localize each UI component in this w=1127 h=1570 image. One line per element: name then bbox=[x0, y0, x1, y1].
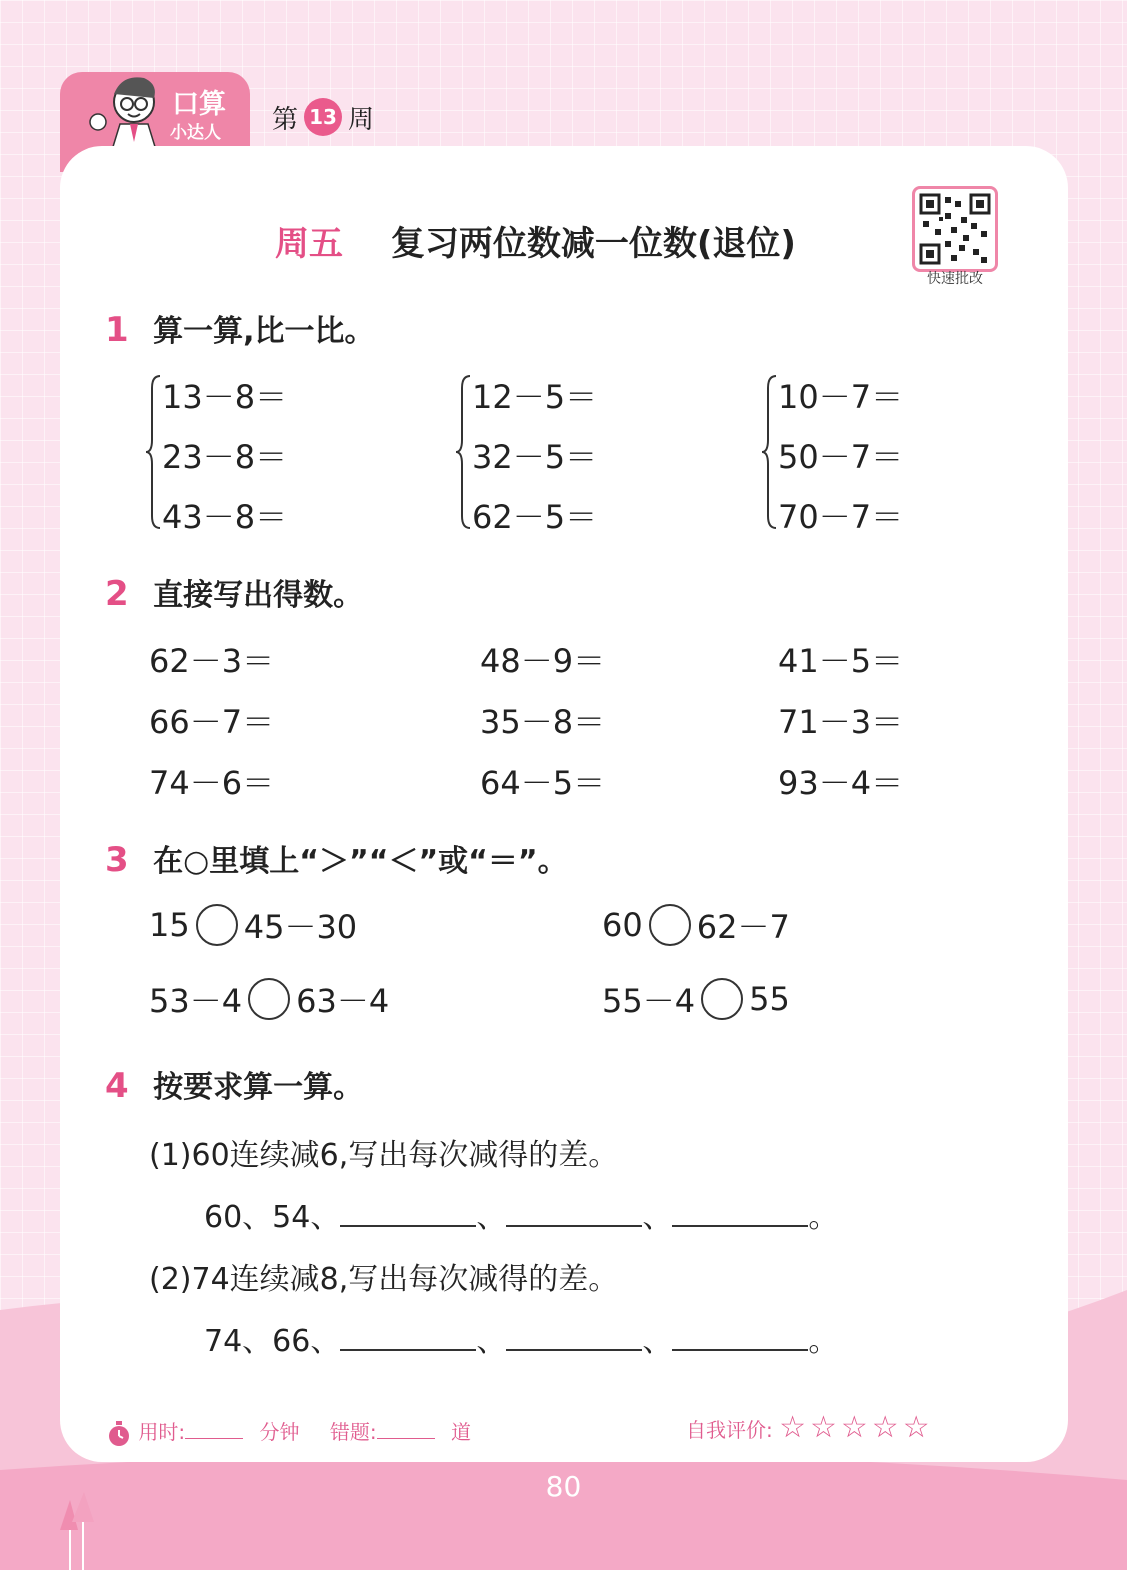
s1-equation: 23－8＝ bbox=[162, 438, 288, 476]
section-2-title: 直接写出得数。 bbox=[153, 578, 364, 613]
self-evaluation bbox=[686, 1410, 934, 1445]
section-2-heading bbox=[105, 570, 363, 614]
section-4-number: 4 bbox=[105, 1066, 129, 1106]
separator: 、 bbox=[476, 1200, 507, 1235]
question-4-2: (2)74连续减8,写出每次减得的差。 bbox=[149, 1262, 619, 1297]
s1-equation: 50－7＝ bbox=[778, 438, 904, 476]
s1-equation: 12－5＝ bbox=[472, 378, 598, 416]
time-label: 用时: bbox=[138, 1420, 186, 1444]
question-4-1: (1)60连续减6,写出每次减得的差。 bbox=[149, 1138, 619, 1173]
qr-frame bbox=[912, 186, 998, 272]
section-2-number: 2 bbox=[105, 574, 129, 614]
stopwatch-icon bbox=[106, 1420, 132, 1448]
s2-equation: 62－3＝ bbox=[149, 642, 275, 680]
answer-circle[interactable] bbox=[701, 978, 743, 1020]
section-4-title: 按要求算一算。 bbox=[153, 1070, 364, 1105]
section-1-number: 1 bbox=[105, 310, 129, 350]
s2-equation: 64－5＝ bbox=[480, 764, 606, 802]
errors-blank[interactable] bbox=[377, 1424, 435, 1439]
time-tracker bbox=[106, 1416, 471, 1448]
end-mark: 。 bbox=[808, 1324, 839, 1359]
week-suffix: 周 bbox=[348, 104, 375, 135]
mascot-icon bbox=[82, 72, 172, 152]
comparison-left: 60 bbox=[602, 906, 643, 944]
errors-unit: 道 bbox=[450, 1420, 471, 1444]
page-number: 80 bbox=[545, 1470, 582, 1503]
tree-decoration-icon bbox=[52, 1490, 102, 1570]
answer-circle[interactable] bbox=[649, 904, 691, 946]
page-title bbox=[275, 216, 796, 265]
answer-circle[interactable] bbox=[248, 978, 290, 1020]
comparison-item bbox=[149, 976, 389, 1022]
s2-equation: 41－5＝ bbox=[778, 642, 904, 680]
comparison-item bbox=[602, 902, 790, 948]
comparison-right: 62－7 bbox=[696, 908, 790, 946]
answer-circle[interactable] bbox=[196, 904, 238, 946]
section-3-number: 3 bbox=[105, 840, 129, 880]
self-eval-label: 自我评价: bbox=[686, 1418, 773, 1442]
brand-subtitle: 小达人 bbox=[170, 123, 221, 143]
brace-icon bbox=[762, 374, 778, 530]
answer-row-4-1 bbox=[204, 1192, 838, 1236]
answer-blank[interactable] bbox=[340, 1203, 476, 1227]
separator: 、 bbox=[476, 1324, 507, 1359]
brace-icon bbox=[146, 374, 162, 530]
errors-label: 错题: bbox=[329, 1420, 377, 1444]
section-1-heading bbox=[105, 306, 375, 350]
answer-blank[interactable] bbox=[672, 1203, 808, 1227]
answer-blank[interactable] bbox=[506, 1203, 642, 1227]
answer-blank[interactable] bbox=[506, 1327, 642, 1351]
s1-equation: 10－7＝ bbox=[778, 378, 904, 416]
answer-blank[interactable] bbox=[672, 1327, 808, 1351]
week-indicator bbox=[272, 98, 374, 136]
s1-equation: 43－8＝ bbox=[162, 498, 288, 536]
comparison-right: 63－4 bbox=[296, 982, 390, 1020]
s1-equation: 32－5＝ bbox=[472, 438, 598, 476]
section-3-title: 在○里填上“＞”“＜”或“＝”。 bbox=[153, 844, 568, 879]
comparison-right: 55 bbox=[749, 980, 790, 1018]
comparison-left: 55－4 bbox=[602, 982, 696, 1020]
s2-equation: 93－4＝ bbox=[778, 764, 904, 802]
section-3-heading bbox=[105, 836, 568, 880]
qr-code[interactable] bbox=[912, 186, 996, 287]
title-topic: 复习两位数减一位数(退位) bbox=[390, 224, 796, 264]
answer-start: 74、66、 bbox=[204, 1324, 341, 1359]
time-blank[interactable] bbox=[185, 1424, 243, 1439]
week-prefix: 第 bbox=[272, 104, 299, 135]
comparison-left: 15 bbox=[149, 906, 190, 944]
answer-row-4-2 bbox=[204, 1316, 838, 1360]
answer-blank[interactable] bbox=[340, 1327, 476, 1351]
brace-icon bbox=[456, 374, 472, 530]
week-number-badge: 13 bbox=[304, 98, 342, 136]
time-unit: 分钟 bbox=[259, 1420, 300, 1444]
brand-title: 口算 bbox=[172, 89, 226, 120]
answer-start: 60、54、 bbox=[204, 1200, 341, 1235]
worksheet-card bbox=[60, 146, 1068, 1462]
qr-code-icon bbox=[915, 189, 995, 269]
section-4-heading bbox=[105, 1062, 363, 1106]
comparison-left: 53－4 bbox=[149, 982, 243, 1020]
s1-equation: 13－8＝ bbox=[162, 378, 288, 416]
s2-equation: 71－3＝ bbox=[778, 703, 904, 741]
s2-equation: 66－7＝ bbox=[149, 703, 275, 741]
comparison-right: 45－30 bbox=[243, 908, 358, 946]
end-mark: 。 bbox=[808, 1200, 839, 1235]
qr-label: 快速批改 bbox=[927, 271, 983, 287]
s2-equation: 74－6＝ bbox=[149, 764, 275, 802]
rating-stars[interactable]: ☆☆☆☆☆ bbox=[779, 1410, 934, 1445]
section-1-title: 算一算,比一比。 bbox=[153, 314, 375, 349]
separator: 、 bbox=[642, 1324, 673, 1359]
s1-equation: 70－7＝ bbox=[778, 498, 904, 536]
s1-equation: 62－5＝ bbox=[472, 498, 598, 536]
comparison-item bbox=[149, 902, 357, 948]
title-day: 周五 bbox=[275, 224, 343, 264]
separator: 、 bbox=[642, 1200, 673, 1235]
s2-equation: 48－9＝ bbox=[480, 642, 606, 680]
comparison-item bbox=[602, 976, 790, 1022]
s2-equation: 35－8＝ bbox=[480, 703, 606, 741]
